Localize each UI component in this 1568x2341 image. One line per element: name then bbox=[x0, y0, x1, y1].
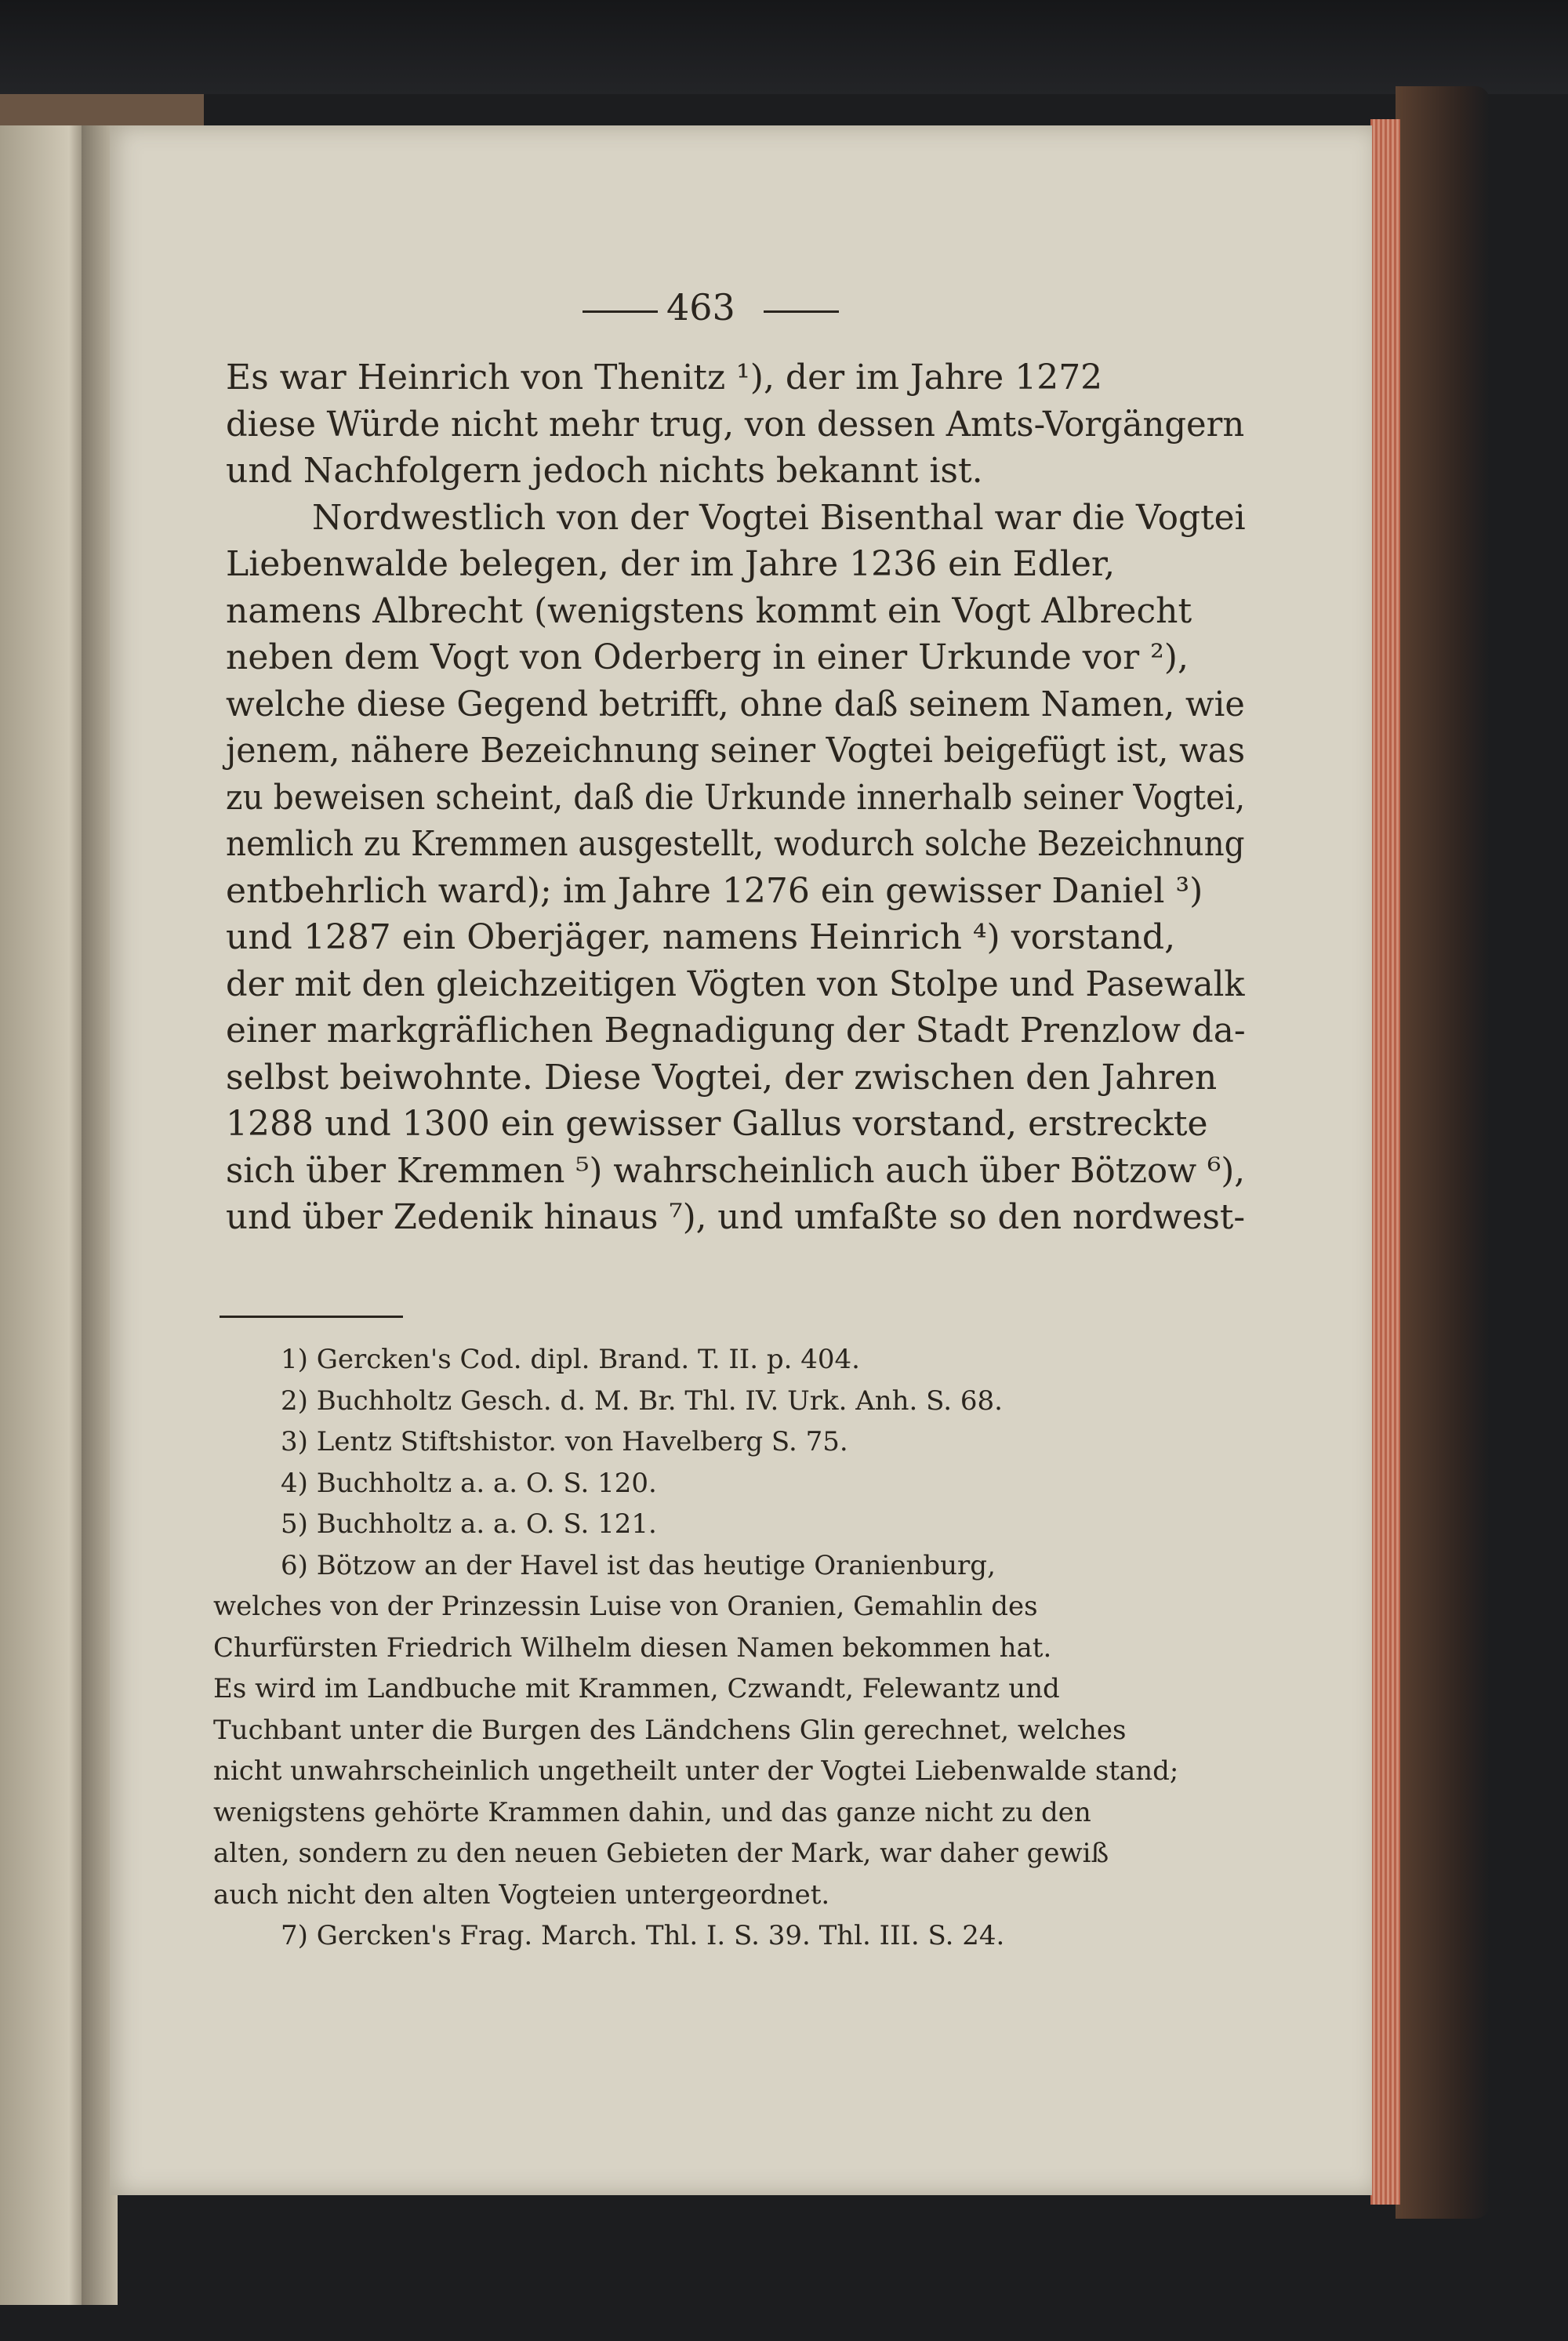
page-number: 463 bbox=[666, 286, 735, 328]
body-line: diese Würde nicht mehr trug, von dessen Amts-Vorgängern bbox=[226, 404, 1245, 445]
body-line: und Nachfolgern jedoch nichts bekannt ist. bbox=[226, 451, 983, 491]
footnote-line: welches von der Prinzessin Luise von Oranien, Gemahlin des bbox=[213, 1591, 1038, 1622]
page bbox=[110, 125, 1372, 2195]
footnote-line: Churfürsten Friedrich Wilhelm diesen Namen bekommen hat. bbox=[213, 1631, 1052, 1664]
footnote-line: Tuchbant unter die Burgen des Ländchens Glin gerechnet, welches bbox=[213, 1714, 1127, 1746]
body-line: einer markgräflichen Begnadigung der Stadt Prenzlow da- bbox=[226, 1011, 1246, 1051]
footnote-line: alten, sondern zu den neuen Gebieten der Mark, war daher gewiß bbox=[213, 1838, 1109, 1869]
footnote-line: 6) Bötzow an der Havel ist das heutige Oranienburg, bbox=[281, 1549, 996, 1581]
body-line: zu beweisen scheint, daß die Urkunde innerhalb seiner Vogtei, bbox=[226, 777, 1246, 818]
body-line: und über Zedenik hinaus ⁷), und umfaßte so den nordwest- bbox=[226, 1197, 1246, 1237]
page-block-edge bbox=[1370, 119, 1400, 2205]
header-dash-left bbox=[583, 310, 658, 313]
footnote-line: 7) Gercken's Frag. March. Thl. I. S. 39. Thl. III. S. 24. bbox=[281, 1920, 1005, 1951]
footnote-line: wenigstens gehörte Krammen dahin, und das ganze nicht zu den bbox=[213, 1796, 1091, 1828]
footnote-line: 3) Lentz Stiftshistor. von Havelberg S. 75. bbox=[281, 1426, 848, 1457]
footnote-line: 2) Buchholtz Gesch. d. M. Br. Thl. IV. Urk. Anh. S. 68. bbox=[281, 1385, 1003, 1417]
spine-label bbox=[0, 94, 204, 125]
footnote-line: auch nicht den alten Vogteien untergeordnet. bbox=[213, 1878, 830, 1911]
body-line: jenem, nähere Bezeichnung seiner Vogtei beigefügt ist, was bbox=[226, 731, 1246, 771]
body-line: welche diese Gegend betrifft, ohne daß seinem Namen, wie bbox=[226, 684, 1245, 724]
body-line: entbehrlich ward); im Jahre 1276 ein gewisser Daniel ³) bbox=[226, 870, 1203, 911]
footnote-line: nicht unwahrscheinlich ungetheilt unter der Vogtei Liebenwalde stand; bbox=[213, 1755, 1179, 1787]
body-line: nemlich zu Kremmen ausgestellt, wodurch solche Bezeichnung bbox=[226, 824, 1245, 864]
body-line: Es war Heinrich von Thenitz ¹), der im Jahre 1272 bbox=[226, 358, 1103, 397]
body-line: 1288 und 1300 ein gewisser Gallus vorstand, erstreckte bbox=[226, 1104, 1208, 1144]
footnote-line: Es wird im Landbuche mit Krammen, Czwandt, Felewantz und bbox=[213, 1673, 1060, 1704]
body-line: und 1287 ein Oberjäger, namens Heinrich ⁴) vorstand, bbox=[226, 917, 1176, 957]
footnote-line: 4) Buchholtz a. a. O. S. 120. bbox=[281, 1467, 657, 1499]
body-line: selbst beiwohnte. Diese Vogtei, der zwischen den Jahren bbox=[226, 1057, 1218, 1098]
header-dash-right bbox=[764, 310, 839, 313]
footnote-line: 5) Buchholtz a. a. O. S. 121. bbox=[281, 1508, 657, 1540]
book-cover-right bbox=[1396, 86, 1490, 2219]
body-line: Liebenwalde belegen, der im Jahre 1236 ein Edler, bbox=[226, 544, 1116, 584]
left-page-edge bbox=[0, 125, 86, 2305]
footnote-rule bbox=[220, 1316, 403, 1318]
body-line: Nordwestlich von der Vogtei Bisenthal war die Vogtei bbox=[312, 497, 1246, 538]
body-line: namens Albrecht (wenigstens kommt ein Vogt Albrecht bbox=[226, 590, 1192, 631]
body-line: sich über Kremmen ⁵) wahrscheinlich auch über Bötzow ⁶), bbox=[226, 1150, 1246, 1191]
body-line: neben dem Vogt von Oderberg in einer Urkunde vor ²), bbox=[226, 637, 1189, 677]
footnote-line: 1) Gercken's Cod. dipl. Brand. T. II. p. 404. bbox=[281, 1344, 860, 1375]
book-cover-top bbox=[0, 0, 1568, 94]
body-line: der mit den gleichzeitigen Vögten von Stolpe und Pasewalk bbox=[226, 964, 1245, 1004]
